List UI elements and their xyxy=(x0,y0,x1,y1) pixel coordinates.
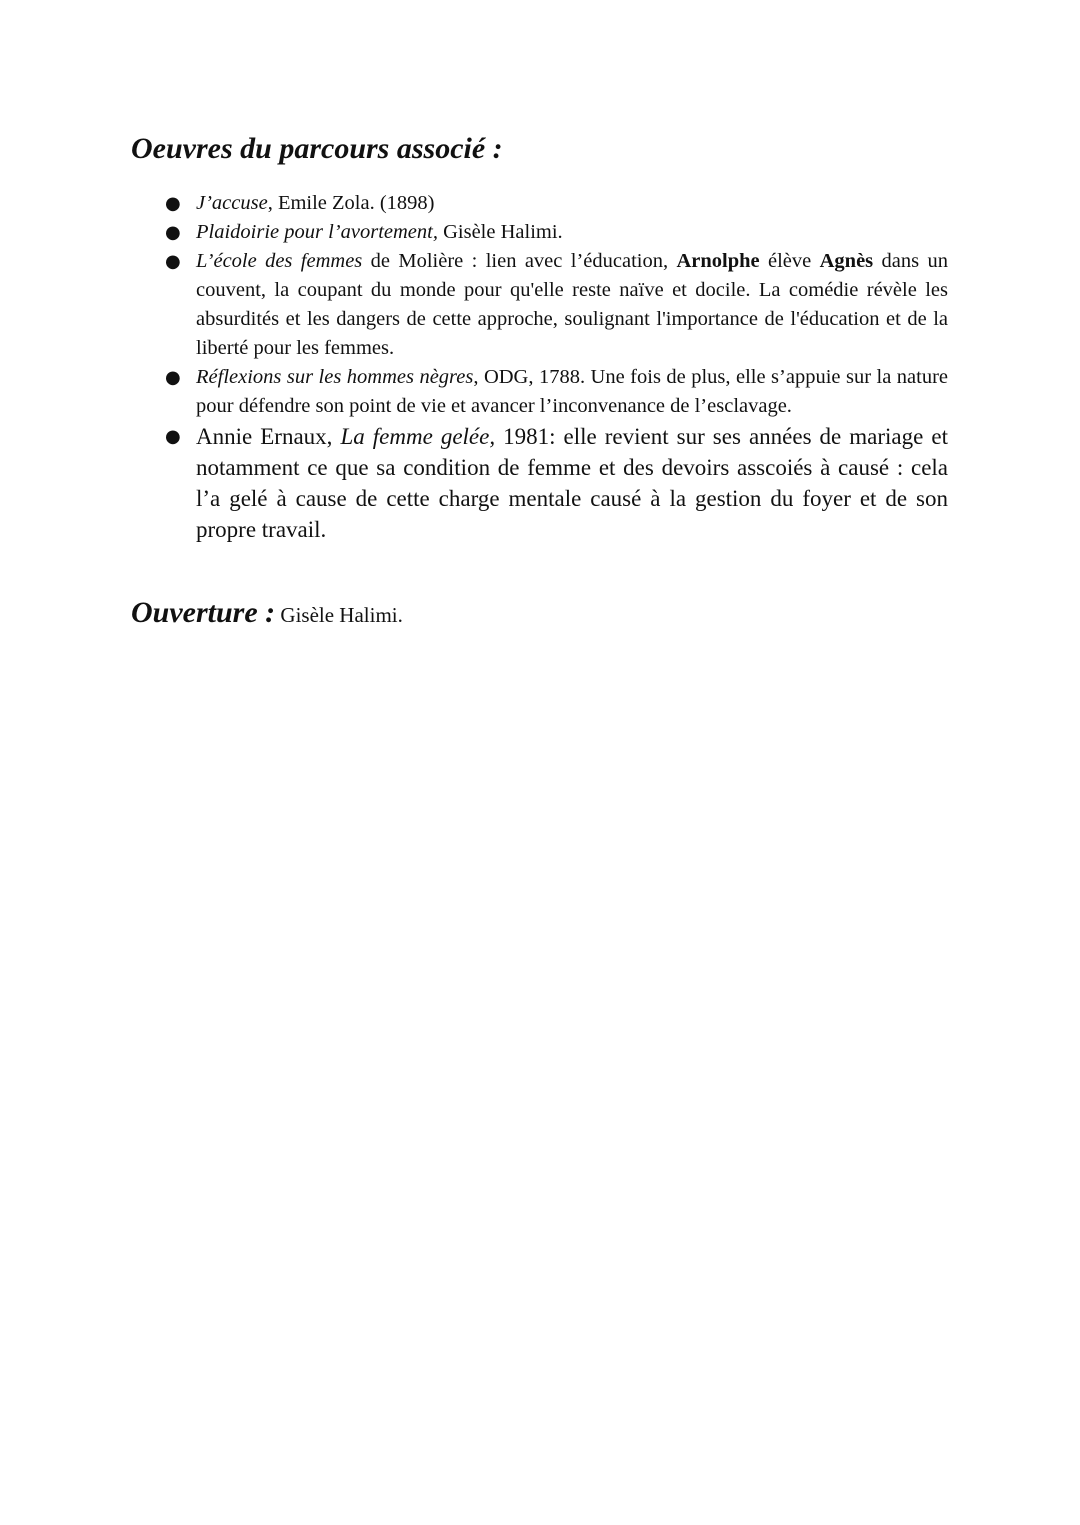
work-author: Annie Ernaux, xyxy=(196,424,341,449)
ouverture-heading: Ouverture : xyxy=(131,596,276,629)
oeuvres-list xyxy=(165,189,948,545)
work-details: , Emile Zola. (1898) xyxy=(267,192,435,214)
work-title: L’école des femmes xyxy=(196,250,363,272)
work-details: Gisèle Halimi. xyxy=(437,221,563,243)
list-item xyxy=(165,363,948,421)
list-item xyxy=(165,218,948,247)
bullet-icon: ● xyxy=(165,426,181,447)
bullet-icon: ● xyxy=(165,251,181,272)
oeuvres-heading: Oeuvres du parcours associé : xyxy=(131,132,503,165)
work-title: J’accuse xyxy=(196,192,268,214)
ouverture-line xyxy=(131,596,403,630)
bullet-icon: ● xyxy=(165,367,181,388)
bullet-icon: ● xyxy=(165,193,181,214)
work-details: , ODG, 1788. Une fois de plus, elle s’appuie sur la nature pour défendre son point de vie et avancer l’inconvenance de l’esclavage. xyxy=(196,366,948,417)
work-details: de Molière : lien avec l’éducation, xyxy=(362,250,677,272)
character-name: Arnolphe xyxy=(676,250,760,272)
ouverture-text: Gisèle Halimi. xyxy=(275,603,403,627)
list-item xyxy=(165,247,948,363)
work-title: Plaidoirie pour l’avortement, xyxy=(196,221,438,243)
work-title: Réflexions sur les hommes nègres xyxy=(196,366,474,388)
character-name: Agnès xyxy=(819,250,874,272)
work-details: élève xyxy=(759,250,820,272)
work-title: La femme gelée, xyxy=(340,424,496,449)
work-details: 1981: elle revient sur ses années de mariage et notamment ce que sa condition de femme et des devoirs asscoiés à causé : cela l’a gelé à cause de cette charge mentale causé à la gestion du foyer et de son propre travail. xyxy=(196,424,948,542)
bullet-icon: ● xyxy=(165,222,181,243)
list-item xyxy=(165,421,948,545)
work-details: dans un couvent, la coupant du monde pour qu'elle reste naïve et docile. La comédie révèle les absurdités et les dangers de cette approche, soulignant l'importance de l'éducation et de la liberté pour les femmes. xyxy=(196,250,948,359)
list-item xyxy=(165,189,948,218)
